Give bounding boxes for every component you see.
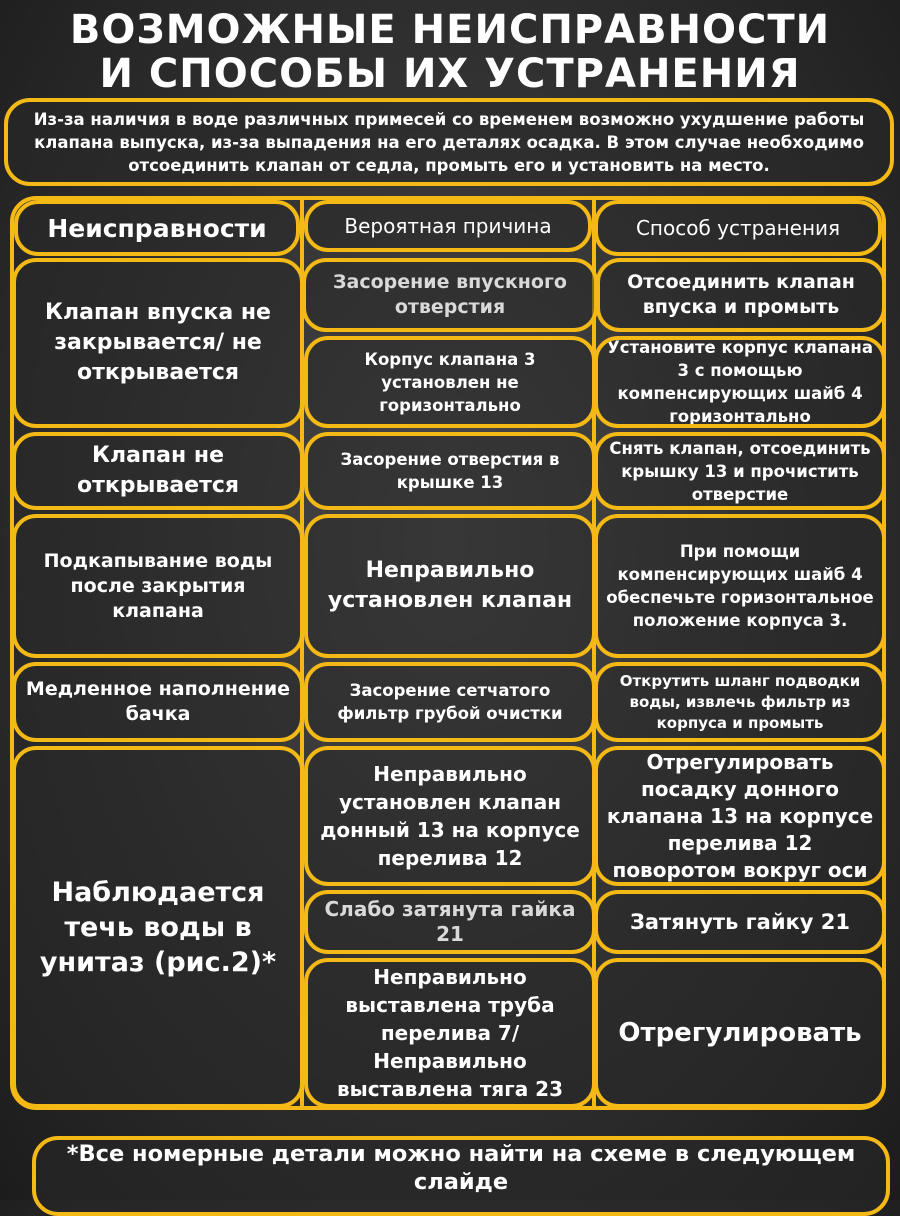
cause-cell: Неправильно установлен клапан xyxy=(304,514,596,658)
problem-cell: Наблюдается течь воды в унитаз (рис.2)* xyxy=(12,746,304,1108)
fix-cell: Затянуть гайку 21 xyxy=(594,890,886,954)
intro-note: Из-за наличия в воде различных примесей со временем возможно ухудшение работы клапана выпуска, из-за выпадения на его деталях осадка. В этом случае необходимо отсоединить клапан от седла, промыть его и установить на место. xyxy=(4,98,894,186)
header-cause: Вероятная причина xyxy=(304,200,592,252)
title-line-2: И СПОСОБЫ ИХ УСТРАНЕНИЯ xyxy=(99,51,801,97)
title-line-1: ВОЗМОЖНЫЕ НЕИСПРАВНОСТИ xyxy=(69,7,831,53)
cause-cell: Неправильно установлен клапан донный 13 на корпусе перелива 12 xyxy=(304,746,596,886)
fix-cell: Отрегулировать xyxy=(594,958,886,1108)
fix-cell: Отсоединить клапан впуска и промыть xyxy=(596,258,886,332)
header-problem: Неисправности xyxy=(14,200,300,256)
problem-cell: Медленное наполнение бачка xyxy=(12,662,304,742)
page-title xyxy=(0,8,900,96)
cause-cell: Корпус клапана 3 установлен не горизонтально xyxy=(304,336,596,428)
cause-cell: Засорение впускного отверстия xyxy=(302,258,598,332)
fix-cell: Установите корпус клапана 3 с помощью компенсирующих шайб 4 горизонтально xyxy=(594,336,886,428)
cause-cell: Засорение сетчатого фильтр грубой очистки xyxy=(304,662,596,742)
footnote-text: *Все номерные детали можно найти на схеме в следующем слайде xyxy=(66,1141,856,1195)
cause-cell: Неправильно выставлена труба перелива 7/ Неправильно выставлена тяга 23 xyxy=(304,958,596,1108)
cause-cell: Засорение отверстия в крышке 13 xyxy=(304,432,596,510)
fix-cell: Открутить шланг подводки воды, извлечь фильтр из корпуса и промыть xyxy=(594,662,886,742)
fix-cell: При помощи компенсирующих шайб 4 обеспечьте горизонтальное положение корпуса 3. xyxy=(594,514,886,658)
fix-cell: Снять клапан, отсоединить крышку 13 и прочистить отверстие xyxy=(594,432,886,510)
problem-cell: Подкапывание воды после закрытия клапана xyxy=(12,514,304,658)
header-fix: Способ устранения xyxy=(594,200,882,256)
problem-cell: Клапан впуска не закрывается/ не открывается xyxy=(12,258,304,428)
footnote xyxy=(32,1136,890,1216)
fix-cell: Отрегулировать посадку донного клапана 13 на корпусе перелива 12 поворотом вокруг оси xyxy=(594,746,886,886)
problem-cell: Клапан не открывается xyxy=(12,432,304,510)
cause-cell: Слабо затянута гайка 21 xyxy=(304,890,596,954)
